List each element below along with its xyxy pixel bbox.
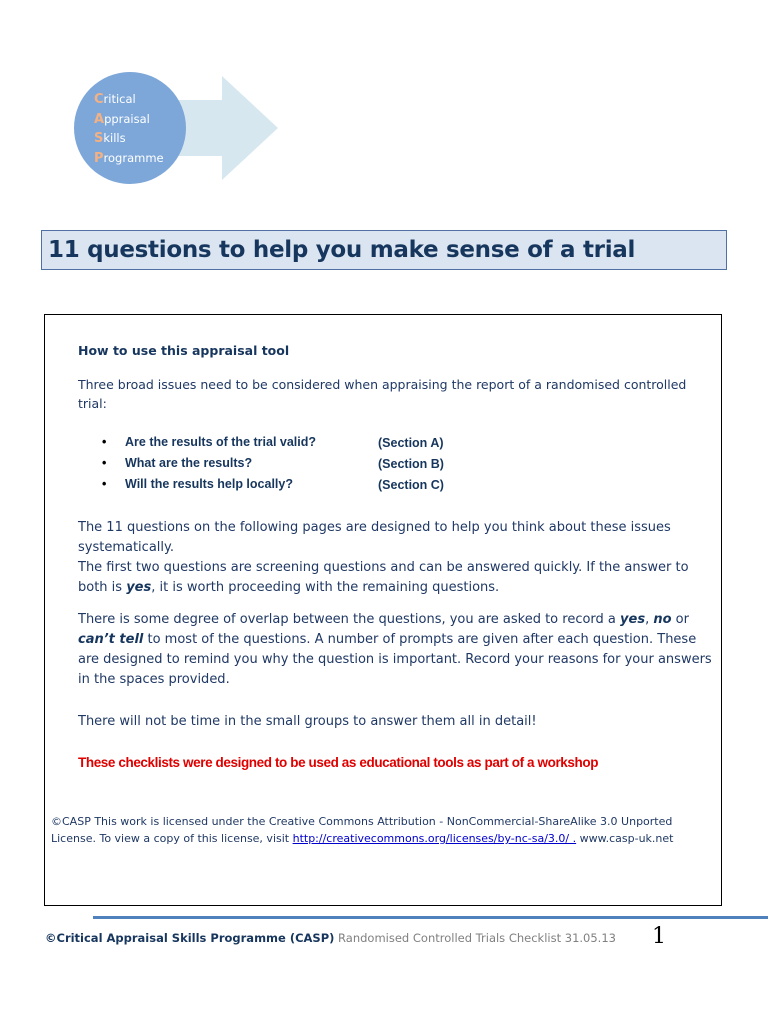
footer: ©Critical Appraisal Skills Programme (CASP) Randomised Controlled Trials Checklist 31.05.13: [45, 931, 616, 945]
how-to-heading: How to use this appraisal tool: [78, 343, 290, 358]
overlap-paragraph: There is some degree of overlap between the questions, you are asked to record a yes, no or can’t tell to most of the questions. A number of prompts are given after each question. These are designed to remind you why the question is important. Record your reasons for your answers in the spaces provided.: [78, 612, 712, 687]
workshop-warning: These checklists were designed to be used as educational tools as part of a workshop: [78, 755, 599, 770]
license-text: ©CASP This work is licensed under the Creative Commons Attribution - NonCommercial-ShareAlike 3.0 Unported License. To view a copy of this license, visit http://creativecommons.org/licenses/by-nc-sa/3.0/ . www.casp-uk.net: [51, 815, 674, 845]
bullet-icon: •: [102, 477, 107, 491]
screening-paragraph: The first two questions are screening questions and can be answered quickly. If the answer to both is yes, it is worth proceeding with the remaining questions.: [78, 560, 689, 595]
logo-text: [94, 90, 164, 168]
list-item: • Are the results of the trial valid? (Section A): [102, 435, 444, 450]
questions-paragraph: The 11 questions on the following pages are designed to help you think about these issues systematically.: [78, 520, 671, 555]
logo-line-skills: Skills: [94, 131, 126, 146]
page-number: 1: [652, 924, 666, 949]
title-banner: [41, 230, 727, 270]
footer-divider: [93, 916, 768, 919]
list-item: • What are the results? (Section B): [102, 456, 444, 471]
intro-paragraph: Three broad issues need to be considered when appraising the report of a randomised controlled trial:: [78, 377, 687, 411]
appraisal-tool-box: [44, 314, 722, 906]
logo-line-critical: Critical: [94, 92, 136, 107]
page-title: 11 questions to help you make sense of a trial: [48, 237, 636, 263]
casp-logo: [72, 72, 282, 188]
logo-line-appraisal: Appraisal: [94, 111, 150, 127]
bullet-icon: •: [102, 435, 107, 449]
license-link[interactable]: http://creativecommons.org/licenses/by-nc-sa/3.0/ .: [292, 832, 577, 845]
time-note: There will not be time in the small groups to answer them all in detail!: [78, 714, 537, 729]
list-item: • Will the results help locally? (Section C): [102, 477, 444, 492]
bullet-icon: •: [102, 456, 107, 470]
issues-list: [78, 435, 698, 498]
logo-line-programme: Programme: [94, 150, 164, 166]
